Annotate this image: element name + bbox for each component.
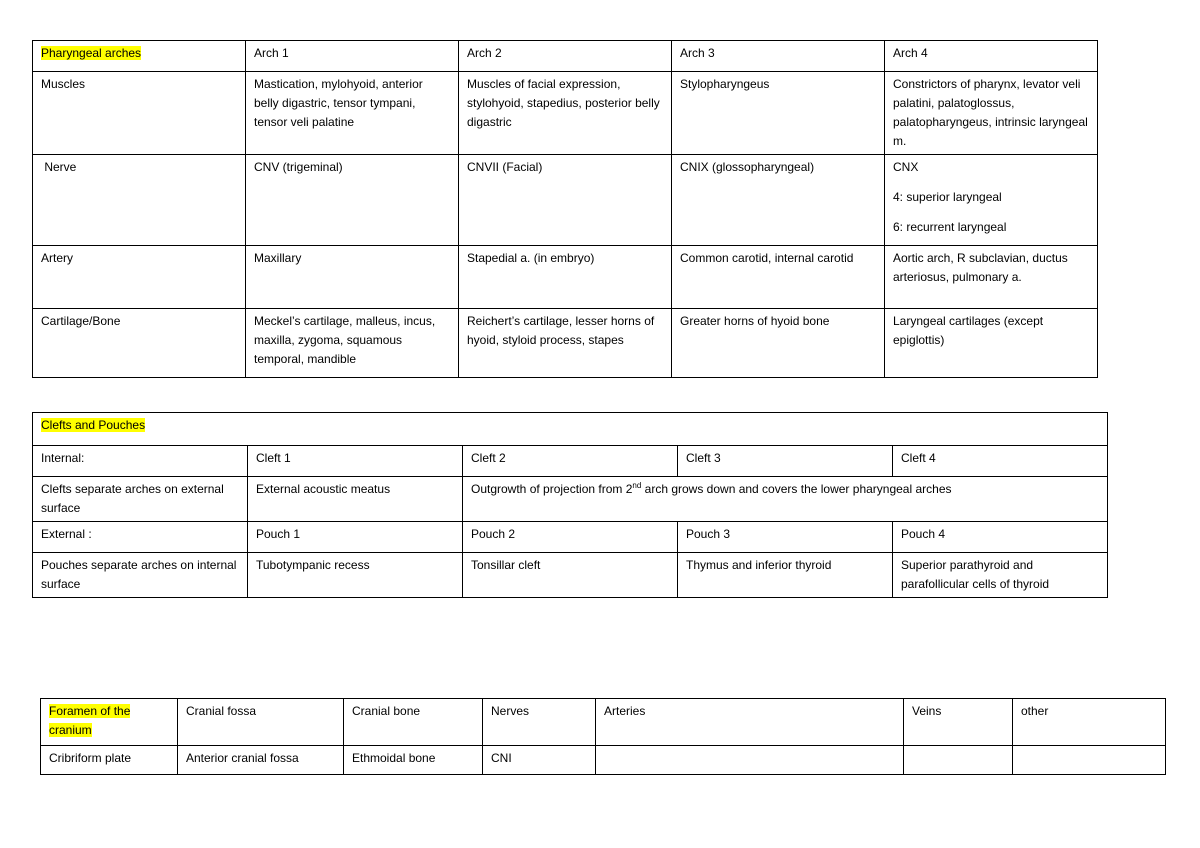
header-cell	[41, 699, 178, 746]
row-label: Clefts separate arches on external surface	[33, 477, 248, 522]
header-cell: Arteries	[596, 699, 904, 746]
table-cell	[1013, 746, 1166, 775]
table-cell	[904, 746, 1013, 775]
table-cell: CNIX (glossopharyngeal)	[672, 155, 885, 246]
table-row	[33, 309, 1098, 378]
row-label: Muscles	[33, 72, 246, 155]
table-header-row	[41, 699, 1166, 746]
header-cell: Nerves	[483, 699, 596, 746]
table-cell: Thymus and inferior thyroid	[678, 553, 893, 598]
header-cell: Cranial bone	[344, 699, 483, 746]
row-label: Internal:	[33, 446, 248, 477]
header-cell	[33, 41, 246, 72]
table-row	[33, 155, 1098, 246]
table-cell	[885, 155, 1098, 246]
row-label: Cribriform plate	[41, 746, 178, 775]
header-cell: Arch 1	[246, 41, 459, 72]
row-label: External :	[33, 522, 248, 553]
cell-text: Outgrowth of projection from 2	[471, 482, 633, 496]
cell-paragraph: 4: superior laryngeal	[893, 190, 1002, 204]
table-cell: Stapedial a. (in embryo)	[459, 246, 672, 309]
table-cell-merged	[463, 477, 1108, 522]
table-cell: CNI	[483, 746, 596, 775]
cell-text: arch grows down and covers the lower pharyngeal arches	[641, 482, 952, 496]
table-cell: CNV (trigeminal)	[246, 155, 459, 246]
table-cell: CNVII (Facial)	[459, 155, 672, 246]
cell-paragraph: 6: recurrent laryngeal	[893, 220, 1007, 234]
row-label: Artery	[33, 246, 246, 309]
table-cell: Superior parathyroid and parafollicular cells of thyroid	[893, 553, 1108, 598]
header-cell: other	[1013, 699, 1166, 746]
table-row	[33, 72, 1098, 155]
table-cell: Ethmoidal bone	[344, 746, 483, 775]
header-cell: Cranial fossa	[178, 699, 344, 746]
table-cell: Cleft 4	[893, 446, 1108, 477]
table-cell: External acoustic meatus	[248, 477, 463, 522]
table-cell: Common carotid, internal carotid	[672, 246, 885, 309]
table-cell: Constrictors of pharynx, levator veli palatini, palatoglossus, palatopharyngeus, intrinsic laryngeal m.	[885, 72, 1098, 155]
table-cell: Laryngeal cartilages (except epiglottis)	[885, 309, 1098, 378]
header-cell: Arch 2	[459, 41, 672, 72]
table-row	[33, 477, 1108, 522]
table-cell: Pouch 4	[893, 522, 1108, 553]
table-cell: Aortic arch, R subclavian, ductus arteriosus, pulmonary a.	[885, 246, 1098, 309]
header-cell: Arch 4	[885, 41, 1098, 72]
table-cell: Reichert’s cartilage, lesser horns of hyoid, styloid process, stapes	[459, 309, 672, 378]
table-header-row	[33, 41, 1098, 72]
table-row	[33, 522, 1108, 553]
header-cell: Veins	[904, 699, 1013, 746]
table-cell: Cleft 3	[678, 446, 893, 477]
table-cell: Anterior cranial fossa	[178, 746, 344, 775]
clefts-pouches-table	[32, 412, 1108, 598]
cell-paragraph: CNX	[893, 160, 919, 174]
highlighted-title: Clefts and Pouches	[41, 418, 146, 432]
superscript: nd	[632, 481, 642, 490]
table-cell: Tubotympanic recess	[248, 553, 463, 598]
foramen-cranium-table	[40, 698, 1166, 775]
highlighted-title: Foramen of the cranium	[49, 704, 131, 737]
table-cell: Pouch 3	[678, 522, 893, 553]
row-label: Nerve	[33, 155, 246, 246]
header-cell: Arch 3	[672, 41, 885, 72]
table-cell: Mastication, mylohyoid, anterior belly digastric, tensor tympani, tensor veli palatine	[246, 72, 459, 155]
table-cell: Cleft 1	[248, 446, 463, 477]
table-title-row	[33, 413, 1108, 446]
table-cell: Muscles of facial expression, stylohyoid, stapedius, posterior belly digastric	[459, 72, 672, 155]
table-cell: Greater horns of hyoid bone	[672, 309, 885, 378]
table-cell: Stylopharyngeus	[672, 72, 885, 155]
pharyngeal-arches-table	[32, 40, 1098, 378]
table-row	[41, 746, 1166, 775]
table-cell: Maxillary	[246, 246, 459, 309]
row-label: Cartilage/Bone	[33, 309, 246, 378]
table-cell	[596, 746, 904, 775]
table-cell: Cleft 2	[463, 446, 678, 477]
table-row	[33, 553, 1108, 598]
table-cell: Pouch 2	[463, 522, 678, 553]
title-cell	[33, 413, 1108, 446]
highlighted-title: Pharyngeal arches	[41, 46, 142, 60]
table-cell: Tonsillar cleft	[463, 553, 678, 598]
table-row	[33, 446, 1108, 477]
table-cell: Pouch 1	[248, 522, 463, 553]
table-cell: Meckel’s cartilage, malleus, incus, maxilla, zygoma, squamous temporal, mandible	[246, 309, 459, 378]
row-label: Pouches separate arches on internal surface	[33, 553, 248, 598]
table-row	[33, 246, 1098, 309]
